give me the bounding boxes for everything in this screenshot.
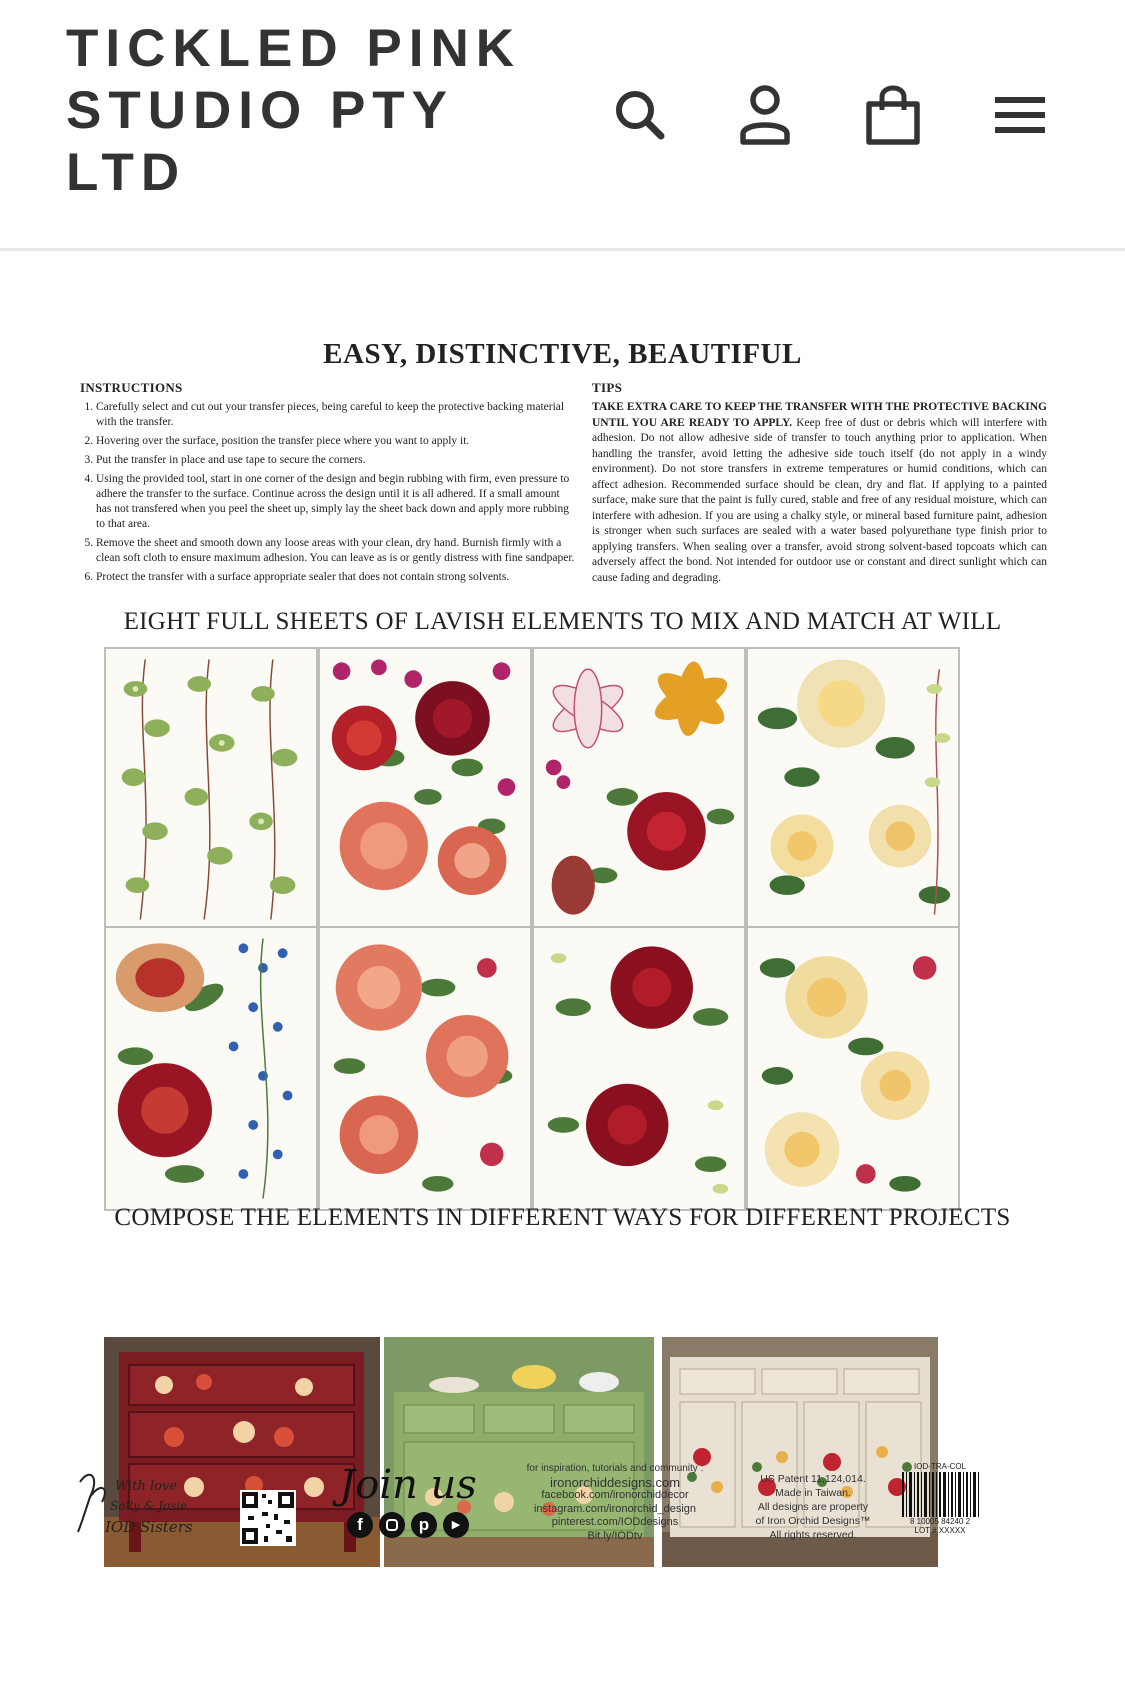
- svg-text:IOD Sisters: IOD Sisters: [105, 1518, 193, 1536]
- instruction-step: 6. Protect the transfer with a surface appropriate sealer that does not contain strong solvents.: [96, 570, 575, 585]
- pinterest-link[interactable]: pinterest.com/IODdesigns: [551, 1516, 679, 1528]
- origin-text: Made in Taiwan.: [775, 1487, 851, 1499]
- product-image-title: EASY, DISTINCTIVE, BEAUTIFUL: [323, 338, 802, 370]
- cart-icon[interactable]: [858, 80, 928, 150]
- sheets-heading: EIGHT FULL SHEETS OF LAVISH ELEMENTS TO MIX AND MATCH AT WILL: [123, 608, 1002, 635]
- transfer-sheet-red-roses: [318, 647, 532, 932]
- qr-code: [240, 1490, 296, 1546]
- facebook-icon[interactable]: f: [347, 1512, 373, 1538]
- signature-graphic: [70, 1462, 210, 1542]
- account-icon[interactable]: [730, 80, 800, 150]
- sku-text: IOD-TRA-COL: [914, 1462, 966, 1471]
- pinterest-icon[interactable]: p: [411, 1512, 437, 1538]
- youtube-icon[interactable]: ▶: [443, 1512, 469, 1538]
- search-icon[interactable]: [605, 80, 675, 150]
- rights-text: of Iron Orchid Designs™: [755, 1515, 871, 1527]
- instagram-link[interactable]: instagram.com/ironorchid_design: [533, 1502, 697, 1515]
- menu-icon[interactable]: [985, 80, 1055, 150]
- compose-heading: COMPOSE THE ELEMENTS IN DIFFERENT WAYS FOR DIFFERENT PROJECTS: [114, 1204, 1011, 1231]
- transfer-sheet-cream-roses: [746, 647, 960, 932]
- patent-text: US Patent 11,124,014.: [760, 1473, 866, 1485]
- transfer-sheet-tulip-forget-me-not: [104, 926, 318, 1211]
- instructions-block: [80, 380, 575, 589]
- community-links: [510, 1462, 720, 1543]
- barcode-number: 8 10005 84240 2: [909, 1517, 971, 1526]
- svg-text:With love: With love: [115, 1479, 178, 1494]
- tips-heading: TIPS: [592, 380, 623, 395]
- youtube-link[interactable]: Bit.ly/IODtv: [587, 1529, 643, 1542]
- rights-text: All designs are property: [757, 1501, 869, 1513]
- join-us-block: [328, 1462, 488, 1547]
- rights-text: All rights reserved.: [769, 1529, 857, 1541]
- lot-number: LOT # XXXXX: [914, 1526, 966, 1535]
- transfer-sheet-yellow-roses: [746, 926, 960, 1211]
- product-image[interactable]: [70, 312, 1055, 1677]
- site-header: [0, 0, 1125, 250]
- facebook-link[interactable]: facebook.com/ironorchiddecor: [541, 1489, 689, 1501]
- legal-info: [738, 1472, 888, 1542]
- instruction-step: 2. Hovering over the surface, position the transfer piece where you want to apply it.: [96, 434, 575, 449]
- website-link[interactable]: ironorchiddesigns.com: [549, 1474, 681, 1490]
- instruction-step: 3. Put the transfer in place and use tape to secure the corners.: [96, 453, 575, 468]
- barcode: [895, 1462, 985, 1542]
- tips-text: Keep free of dust or debris which will interfere with adhesion. Do not allow adhesive side of transfer to touch anything prior to application. When handling the transfer, avoid letting the adhesive side touch itself (do not apply in a windy environment). Do not store transfers in extreme temperatures or humid conditions, which can affect adhesion. Recommended surface should be clean, dry and flat. If applying to a painted surface, make sure that the paint is fully cured, stable and free of any residual moisture, which can interfere with adhesion. If you are using a chalky style, or mineral based furniture paint, adhesion is stronger when such surfaces are sealed with a water based polyurethane type finish prior to applying transfers. When sealing over a transfer, avoid strong solvent-based topcoats which can adversely affect the bond. Not intended for outdoor use or constant and direct sunlight which can cause fading and degrading.: [592, 416, 1047, 584]
- instructions-heading: INSTRUCTIONS: [80, 380, 183, 395]
- instruction-step: 4. Using the provided tool, start in one corner of the design and begin rubbing with firm, even pressure to adhere the transfer to the surface. Continue across the design until it is all adhered. If a small amount has not transfered when you peel the sheet up, simply lay the sheet back down and apply more rubbing to that area.: [96, 472, 575, 532]
- instruction-step: 1. Carefully select and cut out your transfer pieces, being careful to keep the protective backing material with the transfer.: [96, 400, 575, 430]
- header-divider: [0, 248, 1125, 251]
- transfer-sheet-lily-rose: [532, 647, 746, 932]
- community-line: for inspiration, tutorials and community :: [526, 1463, 704, 1474]
- instruction-step: 5. Remove the sheet and smooth down any loose areas with your clean, dry hand. Burnish firmly with a clean soft cloth to ensure maximum adhesion. You can leave as is or gently distress with fine sandpaper.: [96, 536, 575, 566]
- tips-block: [592, 380, 1047, 586]
- svg-text:Sally & Josie: Sally & Josie: [110, 1499, 188, 1513]
- store-logo-text[interactable]: TICKLED PINK STUDIO PTY LTD: [66, 19, 521, 202]
- join-us-text: Join us: [339, 1462, 477, 1508]
- tips-emphasis: TAKE EXTRA CARE TO KEEP THE TRANSFER WITH THE PROTECTIVE BACKING UNTIL YOU ARE READY TO APPLY.: [592, 401, 1047, 429]
- transfer-sheet-peonies: [318, 926, 532, 1211]
- instagram-icon[interactable]: [379, 1512, 405, 1538]
- transfer-sheet-deep-roses: [532, 926, 746, 1211]
- transfer-sheet-ivy: [104, 647, 318, 932]
